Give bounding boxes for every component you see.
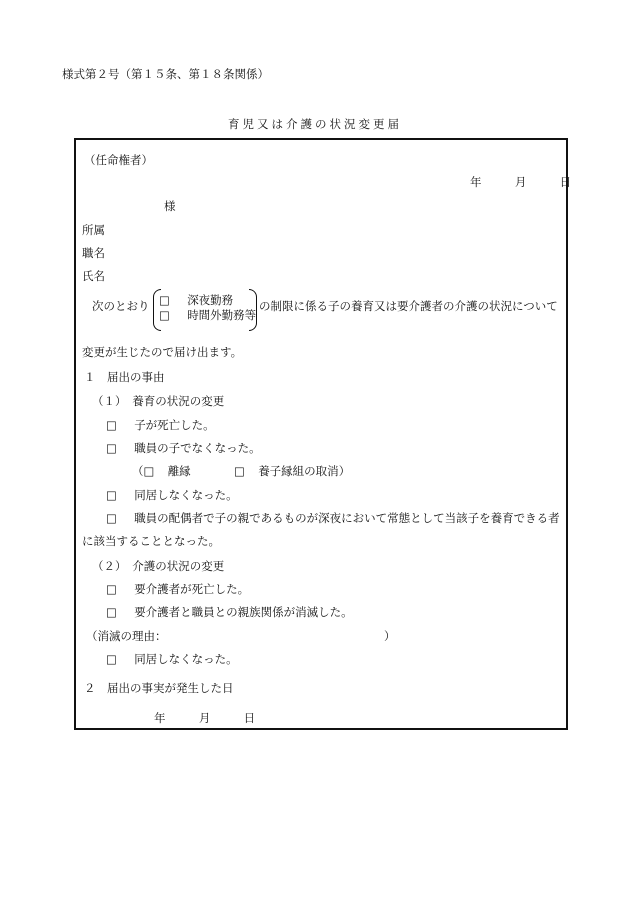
right-brace	[249, 289, 257, 331]
item-relation-extinct-label: 要介護者と職員との親族関係が消滅した。	[134, 605, 353, 619]
item-not-child-label: 職員の子でなくなった。	[134, 441, 261, 455]
occurrence-month-label: 月	[198, 711, 211, 725]
date-month-label: 月	[514, 175, 527, 189]
checkbox-child-not-cohabit[interactable]: □	[106, 488, 117, 502]
document-title: 育児又は介護の状況変更届	[228, 117, 402, 131]
item-not-child	[106, 440, 261, 456]
option-night-work	[159, 292, 233, 308]
item-child-not-cohabit	[106, 487, 238, 503]
checkbox-dissolution[interactable]: □	[143, 464, 155, 478]
item-child-not-cohabit-label: 同居しなくなった。	[134, 488, 238, 502]
checkbox-not-child[interactable]: □	[106, 441, 117, 455]
item-care-recipient-death	[106, 581, 249, 597]
checkbox-night-work[interactable]: □	[159, 293, 170, 307]
item-care-not-cohabit-label: 同居しなくなった。	[134, 652, 238, 666]
item-spouse-line2: に該当することとなった。	[82, 534, 220, 548]
section2-heading: ２ 届出の事実が発生した日	[84, 681, 234, 695]
occurrence-date	[154, 710, 255, 726]
name-label: 氏名	[82, 269, 105, 283]
intro-prefix: 次のとおり	[92, 299, 150, 313]
intro-continuation: 変更が生じたので届け出ます。	[82, 345, 243, 359]
checkbox-adoption-cancel[interactable]: □	[234, 464, 245, 478]
sub1-heading: （１） 養育の状況の変更	[92, 394, 225, 408]
item-care-recipient-death-label: 要介護者が死亡した。	[134, 582, 250, 596]
sub2-heading: （２） 介護の状況の変更	[92, 559, 225, 573]
checkbox-care-recipient-death[interactable]: □	[106, 582, 117, 596]
occurrence-day-label: 日	[243, 711, 256, 725]
extinction-reason-label: （消滅の理由：	[86, 629, 167, 643]
intro-suffix: の制限に係る子の養育又は要介護者の介護の状況について	[259, 299, 558, 313]
date-year-label: 年	[470, 175, 482, 189]
position-label: 職名	[82, 246, 105, 260]
item-relation-extinct	[106, 604, 353, 620]
form-number: 様式第２号（第１５条、第１８条関係）	[62, 67, 269, 81]
addressee-honorific: 様	[164, 199, 176, 213]
checkbox-relation-extinct[interactable]: □	[106, 605, 117, 619]
checkbox-overtime[interactable]: □	[159, 308, 170, 322]
option-overtime	[159, 307, 256, 323]
item-child-death-label: 子が死亡した。	[134, 418, 215, 432]
reason-open-paren: （	[132, 464, 144, 478]
date-day-label: 日	[559, 175, 572, 189]
extinction-reason-close: ）	[384, 629, 396, 643]
option-night-work-label: 深夜勤務	[187, 293, 234, 307]
reason-adoption-cancel-label: 養子縁組の取消	[258, 464, 339, 478]
submission-date	[470, 174, 571, 190]
item-spouse-can-raise	[106, 510, 560, 526]
affiliation-label: 所属	[82, 223, 105, 237]
item-care-not-cohabit	[106, 651, 238, 667]
form-box	[74, 138, 572, 730]
item-spouse-line1: 職員の配偶者で子の親であるものが深夜において常態として当該子を養育できる者	[134, 511, 560, 525]
reason-close-paren: ）	[338, 464, 351, 478]
option-overtime-label: 時間外勤務等	[187, 308, 257, 322]
section1-heading: １ 届出の事由	[84, 370, 165, 384]
checkbox-spouse-can-raise[interactable]: □	[106, 511, 117, 525]
adoption-reason-options	[132, 463, 350, 479]
checkbox-care-not-cohabit[interactable]: □	[106, 652, 117, 666]
occurrence-year-label: 年	[154, 711, 166, 725]
authority-label: （任命権者）	[84, 153, 153, 167]
checkbox-child-death[interactable]: □	[106, 418, 117, 432]
item-child-death	[106, 417, 215, 433]
reason-dissolution-label: 離縁	[167, 464, 191, 478]
